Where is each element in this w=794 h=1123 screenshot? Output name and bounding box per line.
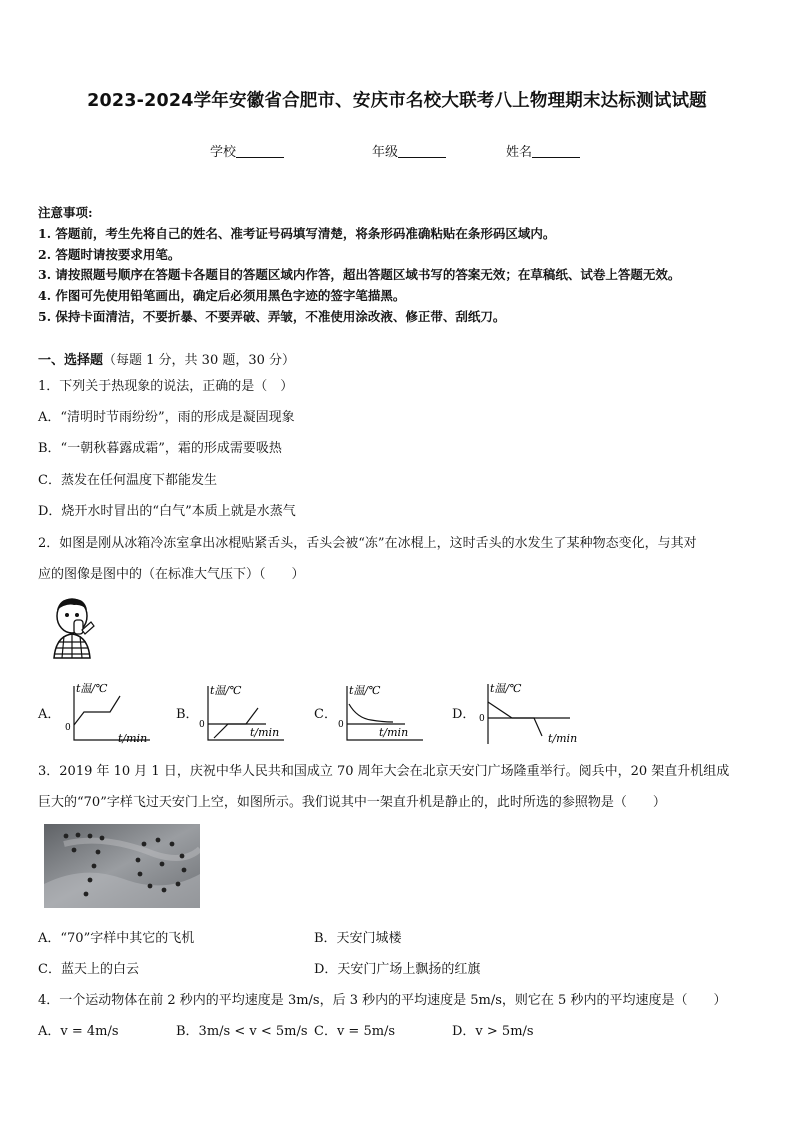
q2-option-c-label: C． <box>314 707 337 722</box>
graph-a-curve <box>74 696 120 725</box>
graph-b <box>196 680 288 744</box>
name-blank <box>532 145 580 158</box>
grade-field <box>372 141 446 160</box>
q3-option-c: C．蓝天上的白云 <box>38 962 139 977</box>
q1-option-c: C．蒸发在任何温度下都能发生 <box>38 473 217 488</box>
helicopter-formation-photo <box>44 824 200 908</box>
graph-d-xlabel: t/min <box>548 732 578 745</box>
graph-d-ylabel: t温/℃ <box>490 682 522 695</box>
q2-option-a-label: A． <box>38 707 61 722</box>
q4-option-d: D．v > 5m/s <box>452 1024 534 1039</box>
boy-licking-popsicle-illustration <box>44 596 98 662</box>
question-3-stem-line2: 巨大的“70”字样飞过天安门上空，如图所示。我们说其中一架直升机是静止的，此时所选的参照物是（ ） <box>38 795 666 810</box>
name-label: 姓名 <box>506 145 533 160</box>
question-3-stem-line1: 3．2019 年 10 月 1 日，庆祝中华人民共和国成立 70 周年大会在北京天安门广场隆重举行。阅兵中，20 架直升机组成 <box>38 764 730 779</box>
graph-b-zero: 0 <box>199 720 205 730</box>
school-field <box>210 141 284 160</box>
q3-option-d: D．天安门广场上飘扬的红旗 <box>314 962 481 977</box>
question-2-stem-line1: 2．如图是刚从冰箱冷冻室拿出冰棍贴紧舌头，舌头会被“冻”在冰棍上，这时舌头的水发生了某种物态变化，与其对 <box>38 536 697 551</box>
graph-d-zero: 0 <box>479 714 485 724</box>
name-field <box>506 141 580 160</box>
graph-c <box>335 680 427 744</box>
graph-d-curve <box>488 702 542 736</box>
q2-option-d-label: D． <box>452 707 476 722</box>
graph-a-ylabel: t温/℃ <box>76 682 108 695</box>
section-heading <box>38 349 295 368</box>
notice-item: 3. 请按照题号顺序在答题卡各题目的答题区域内作答，超出答题区域书写的答案无效；在草稿纸、试卷上答题无效。 <box>38 267 681 282</box>
question-2-stem-line2: 应的图像是图中的（在标准大气压下）（ ） <box>38 567 305 582</box>
notice-heading: 注意事项: <box>38 205 93 220</box>
question-1-stem: 1．下列关于热现象的说法，正确的是（ ） <box>38 379 294 394</box>
graph-c-ylabel: t温/℃ <box>349 684 381 697</box>
section-title: 一、选择题 <box>38 353 104 368</box>
notice-item: 1. 答题前，考生先将自己的姓名、准考证号码填写清楚，将条形码准确粘贴在条形码区域内。 <box>38 226 556 241</box>
q2-option-b-label: B． <box>176 707 199 722</box>
grade-label: 年级 <box>372 145 399 160</box>
graph-a <box>62 680 154 744</box>
notice-item: 2. 答题时请按要求用笔。 <box>38 247 181 262</box>
grade-blank <box>398 145 446 158</box>
graph-a-xlabel: t/min <box>118 732 148 744</box>
graph-c-zero: 0 <box>338 720 344 730</box>
q4-option-a: A．v = 4m/s <box>38 1024 119 1039</box>
q4-option-c: C．v = 5m/s <box>314 1024 396 1039</box>
graph-b-xlabel: t/min <box>250 726 280 739</box>
graph-a-zero: 0 <box>65 723 71 733</box>
graph-d <box>476 678 580 746</box>
notice-item: 5. 保持卡面清洁，不要折暴、不要弄破、弄皱，不准使用涂改液、修正带、刮纸刀。 <box>38 309 506 324</box>
page-title: 2023-2024学年安徽省合肥市、安庆市名校大联考八上物理期末达标测试试题 <box>87 91 707 111</box>
school-label: 学校 <box>210 145 237 160</box>
section-note: （每题 1 分，共 30 题，30 分） <box>103 353 296 368</box>
graph-c-xlabel: t/min <box>379 726 409 739</box>
q1-option-d: D．烧开水时冒出的“白气”本质上就是水蒸气 <box>38 504 296 519</box>
school-blank <box>236 145 284 158</box>
q1-option-b: B．“一朝秋暮露成霜”，霜的形成需要吸热 <box>38 441 282 456</box>
question-4-stem: 4．一个运动物体在前 2 秒内的平均速度是 3m/s，后 3 秒内的平均速度是 5m/s，则它在 5 秒内的平均速度是（ ） <box>38 993 727 1008</box>
q3-option-a: A．“70”字样中其它的飞机 <box>38 931 195 946</box>
q1-option-a: A．“清明时节雨纷纷”，雨的形成是凝固现象 <box>38 410 295 425</box>
graph-c-curve <box>349 704 393 722</box>
q3-option-b: B．天安门城楼 <box>314 931 402 946</box>
notice-item: 4. 作图可先使用铅笔画出，确定后必须用黑色字迹的签字笔描黑。 <box>38 288 406 303</box>
q4-option-b: B．3m/s < v < 5m/s <box>176 1024 308 1039</box>
graph-b-ylabel: t温/℃ <box>210 684 242 697</box>
